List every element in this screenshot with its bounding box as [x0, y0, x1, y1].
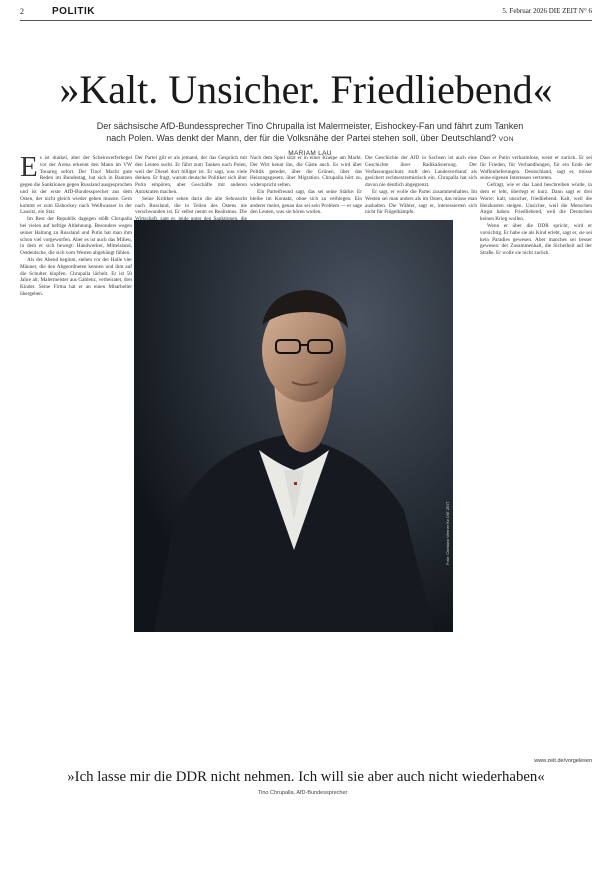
article-paragraph: Es ist dunkel, aber der Scheinwerferkegel vor der Arena erkennt den Mann im VW Touareg sofort. Der Tino! Macht gute Reden im Bundestag, hat sich in Bautzen gegen die Sanktionen gegen Russland ausgesprochen und ist der erste AfD-Bundessprecher aus dem Osten, der nicht gleich wieder gehen musste. Gern kommt er zum Eishockey nach Weißwasser in der Lausitz, ein Star. [20, 151, 132, 216]
article-paragraph: Seine Kritiker sehen darin die alte Sehnsucht nach Russland, die in Teilen des Ostens nie verschwunden ist. Er selbst nennt es Realismus. Die [135, 195, 247, 216]
article-paragraph: Er sagt, er wolle die Partei zusammenhalten. Im Westen sei man anders als im Osten, das müsse man aushalten. Die Wähler, sagt er, interessierten sich nicht für Flügelkämpfe. [365, 188, 477, 216]
article-column-2 [135, 155, 247, 215]
issue-date: 5. Februar 2026 DIE ZEIT N° 6 [502, 7, 592, 15]
web-link[interactable]: www.zeit.de/vorgelesen [534, 758, 592, 764]
quote-attribution: Tino Chrupalla, AfD-Bundessprecher [258, 790, 348, 796]
article-paragraph: Ein Parteifreund sagt, das sei seine Stärke: Er bleibe im Kontakt, ohne sich zu verbiegen. Ein anderer meint, genau das sei sein Problem — er sage den Leuten, was sie hören wollen. [250, 188, 362, 216]
article-paragraph: Nach dem Spiel sitzt er in einer Kneipe am Markt. Der Wirt kennt ihn, die Gäste auch. Es wird über Politik geredet, über die Grünen, über das Heizungsgesetz, über Migration. Chrupalla hört zu, widerspricht selten. [250, 155, 362, 189]
article-paragraph: Dass er Putin verharmlose, weist er zurück. Er sei für Frieden, für Verhandlungen, für ein Ende der Waffenlieferungen. Deutschland, sagt er, müsse seine eigenen Interessen vertreten. [480, 155, 592, 182]
article-paragraph: Als der Abend beginnt, stehen vor der Halle vier Männer, die den Abgeordneten kennen und ihm auf die Schulter klopfen. Chrupalla lächelt. Er ist 50 Jahre alt, Malermeister aus Gablenz, verheiratet, drei Kinder. Seine Firma hat er an einen Mitarbeiter übergeben. [20, 256, 132, 297]
article-column-3 [250, 155, 362, 216]
header-rule [20, 20, 592, 21]
lead-paragraph: Der sächsische AfD-Bundessprecher Tino Chrupalla ist Malermeister, Eishockey-Fan und fährt zum Tanken nach Polen. Was denkt der Mann, der für die Volksnähe der Partei stehen soll, über Deutschland? [96, 121, 524, 143]
portrait-illustration [134, 220, 453, 632]
article-paragraph: Wenn er über die DDR spricht, wird er vorsichtig. Er habe sie als Kind erlebt, sagt er, sie sei kein Paradies gewesen. Aber manches sei besser gewesen: der Zusammenhalt, die Sicherheit auf der Straße. Er wolle sie nicht zurück. [480, 222, 592, 257]
byline: VON MARIAM LAU [288, 136, 514, 157]
section-label: POLITIK [52, 6, 95, 17]
article-paragraph: Die Geschichte der AfD in Sachsen ist auch eine Geschichte ihrer Radikalisierung. Der Verfassungsschutz stuft den Landesverband als gesichert rechtsextremistisch ein. Chrupalla hat sich davon nie deutlich abgegrenzt. [365, 155, 477, 189]
article-paragraph: Der Partei gilt er als jemand, der das Gespräch mit den Leuten sucht. Er fährt zum Tanken nach Polen, weil der Diesel dort billiger ist. Er sagt, was viele denken. Er fragt, warum deutsche Politiker sich über Putin empören, aber Geschäfte mit anderen Autokraten machen. [135, 155, 247, 195]
page-header [20, 7, 592, 21]
page-number: 2 [20, 7, 24, 16]
article-paragraph: Gefragt, wie er das Land beschreiben würde, in dem er lebt, überlegt er kurz. Dann sagt er drei Worte: kalt, unsicher, friedliebend. Kalt, weil die Heizkosten steigen. Unsicher, weil die Menschen Angst haben. Friedliebend, weil die Deutschen keinen Krieg wollen. [480, 182, 592, 223]
lead-text [95, 120, 525, 160]
article-column-1 [20, 151, 132, 767]
article-column-4 [365, 155, 477, 216]
portrait-photo [134, 220, 453, 632]
drop-cap: E [20, 151, 38, 183]
article-paragraph: Im Rest der Republik dagegen stößt Chrupalla bei vielen auf heftige Ablehnung. Besonders wegen seiner Haltung zu Russland und Putin hat man ihm schon viel vorgeworfen. Aber es ist auch das Milieu, in dem er sich bewegt: Handwerker, Mittelstand, Ostdeutsche, die sich vom Westen abgehängt fühlen. [20, 216, 132, 257]
article-column-5 [480, 155, 592, 257]
photo-credit: Foto: Christian Werner für DIE ZEIT [445, 501, 450, 565]
pull-quote: »Ich lasse mir die DDR nicht nehmen. Ich will sie aber auch nicht wiederhaben« [67, 769, 545, 785]
headline: »Kalt. Unsicher. Friedliebend« [59, 67, 553, 112]
